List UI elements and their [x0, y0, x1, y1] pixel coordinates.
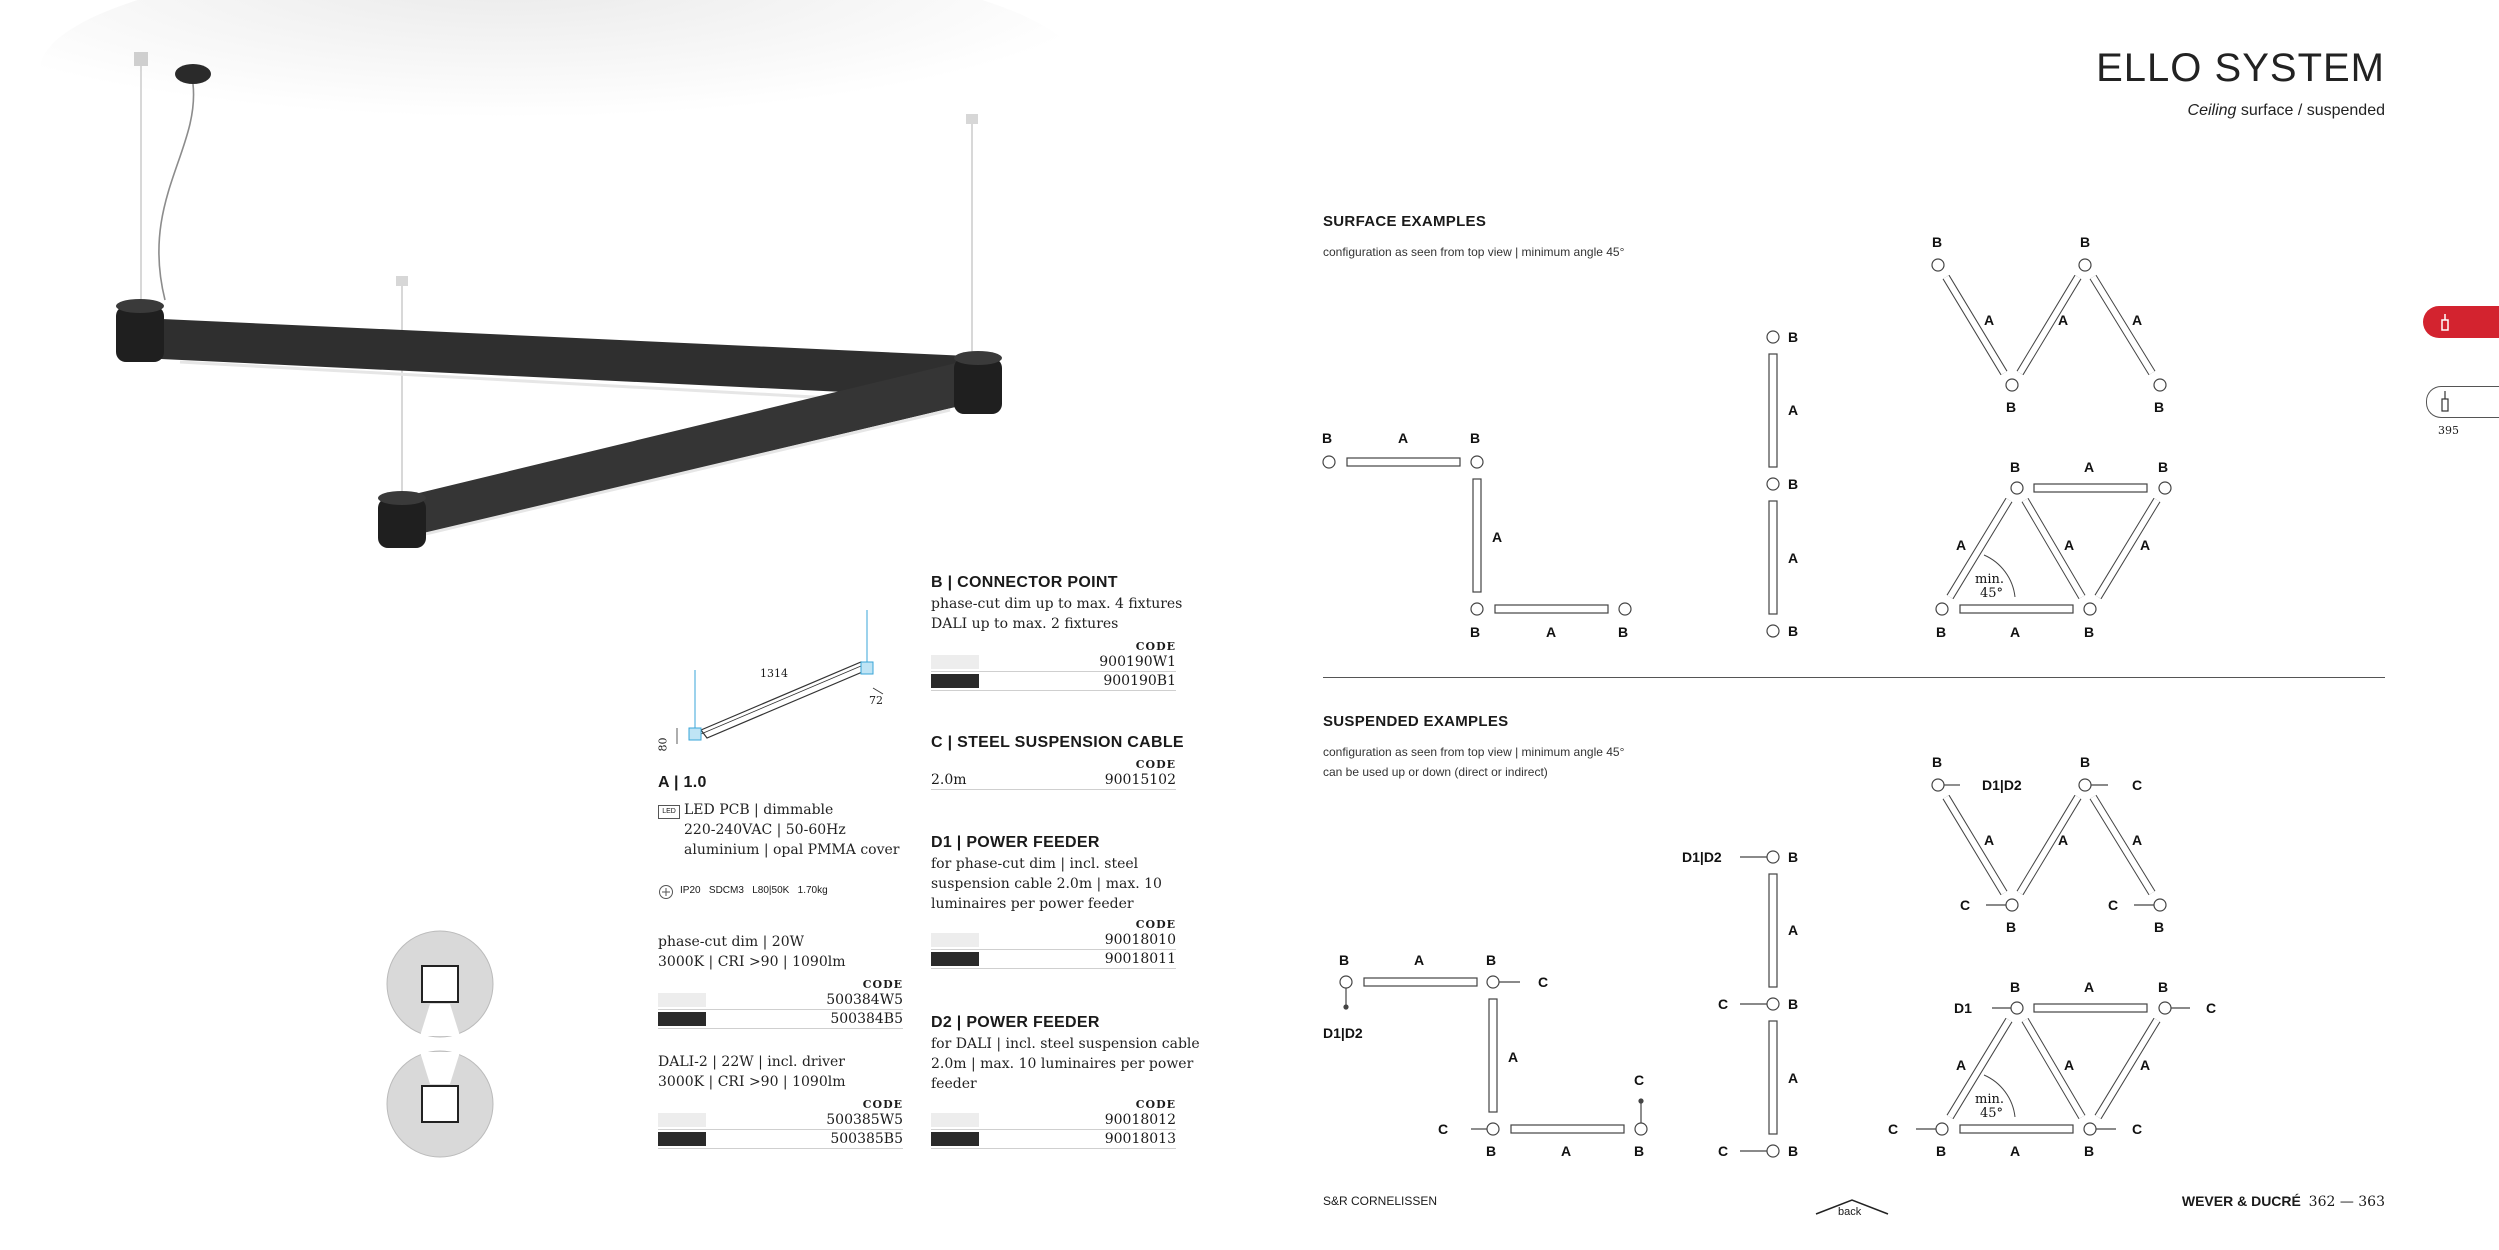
min-angle-label: min.: [1975, 572, 2004, 587]
variant-phase-cut: [658, 932, 845, 972]
label-a: A: [2132, 832, 2143, 848]
desc-line: phase-cut dim up to max. 4 fixtures: [931, 596, 1183, 612]
footer-pages: 362 — 363: [2308, 1194, 2385, 1210]
desc-line: configuration as seen from top view | minimum angle 45°: [1323, 745, 1625, 759]
code-row-black[interactable]: [658, 1010, 903, 1029]
label-b: B: [1339, 952, 1350, 968]
label-b: B: [1788, 1143, 1799, 1159]
label-a: A: [2140, 1057, 2151, 1073]
label-d1d2: D1|D2: [1682, 849, 1722, 865]
label-c: C: [1438, 1121, 1449, 1137]
min-angle-value: 45°: [1980, 586, 2004, 601]
label-b: B: [1788, 996, 1799, 1012]
code-row-white[interactable]: [931, 653, 1176, 672]
desc-line: suspension cable 2.0m | max. 10: [931, 876, 1162, 892]
back-link[interactable]: back: [1838, 1206, 1862, 1218]
label-b: B: [2010, 459, 2021, 475]
surface-examples-title: SURFACE EXAMPLES: [1323, 213, 1487, 230]
label-b: B: [1788, 623, 1799, 639]
desc-line: feeder: [931, 1076, 977, 1092]
label-b: B: [1470, 430, 1481, 446]
code-value: 90015102: [1104, 772, 1176, 788]
chapter-tab[interactable]: [2426, 386, 2499, 418]
direct-beam-icon: [387, 931, 493, 1037]
label-a: A: [2132, 312, 2143, 328]
code-value: 90018011: [1104, 951, 1176, 967]
product-a-rating: IP20 SDCM3 L80|50K 1.70kg: [680, 885, 828, 896]
desc-line: luminaires per power feeder: [931, 896, 1134, 912]
label-c: C: [1718, 996, 1729, 1012]
code-row-black[interactable]: [931, 672, 1176, 691]
label-a: A: [2084, 459, 2095, 475]
label-b: B: [1788, 329, 1799, 345]
footer-brand: WEVER & DUCRÉ: [2181, 1193, 2301, 1209]
label-b: B: [2006, 919, 2017, 935]
code-header: CODE: [1135, 1098, 1176, 1111]
label-a: A: [1956, 537, 1967, 553]
label-b: B: [1470, 624, 1481, 640]
label-a: A: [1788, 402, 1799, 418]
cable-length: 2.0m: [931, 772, 967, 788]
code-value: 90018012: [1104, 1112, 1176, 1128]
code-value: 500384B5: [830, 1011, 903, 1027]
footer-credit: S&R CORNELISSEN: [1323, 1194, 1438, 1208]
white-swatch: [658, 1113, 706, 1127]
code-row-white[interactable]: [931, 931, 1176, 950]
label-a: A: [2140, 537, 2151, 553]
dim-length: 1314: [760, 667, 788, 680]
label-a: A: [2064, 537, 2075, 553]
label-a: A: [2064, 1057, 2075, 1073]
luminaire-diffuser: [400, 410, 950, 540]
surface-diagram: [1310, 225, 2310, 655]
desc-line: for phase-cut dim | incl. steel: [931, 856, 1139, 872]
code-value: 90018013: [1104, 1131, 1176, 1147]
white-swatch: [658, 993, 706, 1007]
variant-dali: [658, 1052, 845, 1092]
label-a: A: [1508, 1049, 1519, 1065]
side-page-number: 395: [2438, 424, 2459, 437]
label-b: B: [1932, 754, 1943, 770]
label-d1: D1: [1954, 1000, 1972, 1016]
code-row-black[interactable]: [931, 1130, 1176, 1149]
label-a: A: [1398, 430, 1409, 446]
subtitle-italic: Ceiling: [2187, 102, 2237, 119]
product-d2-codes: [931, 1098, 1176, 1149]
product-a-specs: [684, 800, 899, 860]
black-swatch: [931, 674, 979, 688]
black-swatch: [658, 1132, 706, 1146]
dim-height: 80: [656, 737, 670, 752]
label-a: A: [2010, 1143, 2021, 1159]
code-header: CODE: [1135, 758, 1176, 771]
min-angle-value: 45°: [1980, 1106, 2004, 1121]
variant-line: DALI-2 | 22W | incl. driver: [658, 1054, 845, 1070]
label-a: A: [2084, 979, 2095, 995]
label-b: B: [1936, 1143, 1947, 1159]
spec-line: 220-240VAC | 50-60Hz: [684, 822, 846, 838]
white-swatch: [931, 1113, 979, 1127]
black-swatch: [658, 1012, 706, 1026]
desc-line: DALI up to max. 2 fixtures: [931, 616, 1119, 632]
code-header: CODE: [862, 1098, 903, 1111]
footer-brand-pages: [2182, 1193, 2385, 1210]
label-b: B: [2154, 399, 2165, 415]
product-c-codes: [931, 758, 1176, 790]
code-row-white[interactable]: [931, 1111, 1176, 1130]
label-a: A: [2058, 312, 2069, 328]
page-title: ELLO SYSTEM: [2096, 46, 2385, 90]
code-value: 90018010: [1104, 932, 1176, 948]
label-a: A: [1956, 1057, 1967, 1073]
product-b-title: B | CONNECTOR POINT: [931, 574, 1118, 591]
label-b: B: [2006, 399, 2017, 415]
code-value: 500385B5: [830, 1131, 903, 1147]
label-b: B: [1634, 1143, 1645, 1159]
desc-line: 2.0m | max. 10 luminaires per power: [931, 1056, 1194, 1072]
label-b: B: [1618, 624, 1629, 640]
label-c: C: [1634, 1072, 1645, 1088]
label-b: B: [2158, 459, 2169, 475]
chapter-tab-active[interactable]: [2423, 306, 2499, 338]
label-c: C: [1718, 1143, 1729, 1159]
variant-line: phase-cut dim | 20W: [658, 934, 804, 950]
label-c: C: [1960, 897, 1971, 913]
label-b: B: [1322, 430, 1333, 446]
label-a: A: [1414, 952, 1425, 968]
product-d2-desc: [931, 1034, 1200, 1094]
luminaire-bar: [140, 318, 968, 398]
label-a: A: [1546, 624, 1557, 640]
label-a: A: [1788, 550, 1799, 566]
label-a: A: [2058, 832, 2069, 848]
label-c: C: [2132, 777, 2143, 793]
label-b: B: [2080, 754, 2091, 770]
label-c: C: [2206, 1000, 2217, 1016]
label-a: A: [1984, 832, 1995, 848]
label-d1d2: D1|D2: [1982, 777, 2022, 793]
suspended-examples-title: SUSPENDED EXAMPLES: [1323, 713, 1509, 730]
label-a: A: [1492, 529, 1503, 545]
label-b: B: [2158, 979, 2169, 995]
label-a: A: [1984, 312, 1995, 328]
label-b: B: [1486, 1143, 1497, 1159]
black-swatch: [931, 1132, 979, 1146]
surface-examples-desc: configuration as seen from top view | minimum angle 45°: [1323, 245, 1625, 259]
subtitle-rest: surface / suspended: [2236, 102, 2385, 119]
connector-point: [954, 351, 1002, 414]
ceiling-mount: [966, 114, 978, 124]
ceiling-shadow: [40, 0, 1080, 190]
label-b: B: [2154, 919, 2165, 935]
label-b: B: [1788, 849, 1799, 865]
connector-point: [378, 491, 426, 548]
page-subtitle: [2188, 102, 2385, 120]
label-c: C: [2132, 1121, 2143, 1137]
product-hero-image: [0, 0, 1080, 580]
label-d1d2: D1|D2: [1323, 1025, 1363, 1041]
label-b: B: [1936, 624, 1947, 640]
code-row[interactable]: [931, 771, 1176, 790]
variant-phase-cut-codes: [658, 978, 903, 1029]
ceiling-mount: [134, 52, 148, 66]
code-value: 900190B1: [1103, 673, 1176, 689]
product-b-codes: [931, 640, 1176, 691]
label-a: A: [1788, 922, 1799, 938]
product-d1-desc: [931, 854, 1162, 914]
code-row-black[interactable]: [931, 950, 1176, 969]
pendant-icon: [2423, 306, 2499, 338]
desc-line: for DALI | incl. steel suspension cable: [931, 1036, 1200, 1052]
ceiling-mount: [396, 276, 408, 286]
pendant-icon-outline: [2427, 387, 2499, 417]
label-b: B: [2080, 234, 2091, 250]
suspended-diagram: [1310, 745, 2310, 1175]
label-b: B: [2084, 1143, 2095, 1159]
label-b: B: [1788, 476, 1799, 492]
ceiling-canopy: [175, 64, 211, 84]
code-row-black[interactable]: [658, 1130, 903, 1149]
black-swatch: [931, 952, 979, 966]
label-b: B: [1486, 952, 1497, 968]
connector-point: [116, 299, 164, 362]
code-value: 500385W5: [826, 1112, 903, 1128]
code-row-white[interactable]: [658, 1111, 903, 1130]
code-value: 900190W1: [1099, 654, 1176, 670]
indirect-beam-icon: [387, 1051, 493, 1157]
white-swatch: [931, 933, 979, 947]
code-header: CODE: [862, 978, 903, 991]
label-b: B: [2084, 624, 2095, 640]
label-a: A: [1561, 1143, 1572, 1159]
label-b: B: [2010, 979, 2021, 995]
variant-dali-codes: [658, 1098, 903, 1149]
spec-line: aluminium | opal PMMA cover: [684, 842, 900, 858]
spec-line: LED PCB | dimmable: [684, 802, 834, 818]
product-b-desc: [931, 594, 1182, 634]
product-d2-title: D2 | POWER FEEDER: [931, 1014, 1100, 1031]
fixture-end: [689, 728, 701, 740]
min-angle-label: min.: [1975, 1092, 2004, 1107]
fixture-end: [861, 662, 873, 674]
code-header: CODE: [1135, 918, 1176, 931]
product-a-title: A | 1.0: [658, 774, 707, 791]
label-a: A: [1788, 1070, 1799, 1086]
section-divider: [1323, 677, 2385, 678]
code-header: CODE: [1135, 640, 1176, 653]
plug-icon: [658, 884, 674, 900]
led-badge-icon: LED: [658, 805, 680, 819]
desc-line: can be used up or down (direct or indirect): [1323, 765, 1548, 779]
dim-width: 72: [869, 694, 883, 707]
label-c: C: [1888, 1121, 1899, 1137]
product-d1-codes: [931, 918, 1176, 969]
variant-line: 3000K | CRI >90 | 1090lm: [658, 954, 846, 970]
label-a: A: [2010, 624, 2021, 640]
label-b: B: [1932, 234, 1943, 250]
beam-icons: [386, 928, 496, 1158]
code-row-white[interactable]: [658, 991, 903, 1010]
code-value: 500384W5: [826, 992, 903, 1008]
variant-line: 3000K | CRI >90 | 1090lm: [658, 1074, 846, 1090]
label-c: C: [2108, 897, 2119, 913]
white-swatch: [931, 655, 979, 669]
product-c-title: C | STEEL SUSPENSION CABLE: [931, 734, 1184, 751]
product-d1-title: D1 | POWER FEEDER: [931, 834, 1100, 851]
label-c: C: [1538, 974, 1549, 990]
